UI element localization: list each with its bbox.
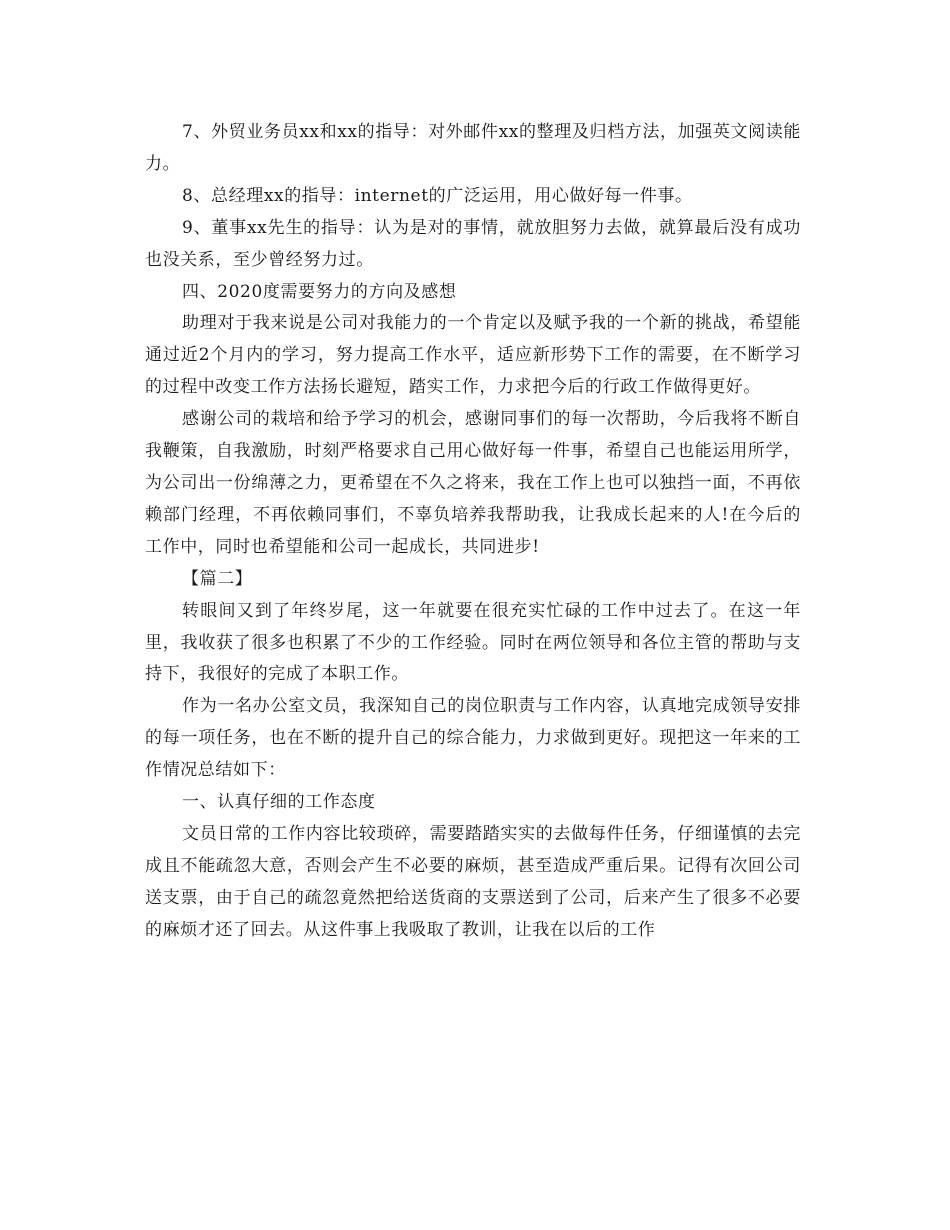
paragraph-daily-work: 文员日常的工作内容比较琐碎，需要踏踏实实的去做每件任务，仔细谨慎的去完成且不能疏忽大意，否则会产生不必要的麻烦，甚至造成严重后果。记得有次回公司送支票，由于自己的疏忽竟然把给送货商的支票送到了公司，后来产生了很多不必要的麻烦才还了回去。从这件事上我吸取了教训，让我在以后的工作 [145,823,801,940]
paragraph-item-9: 9、董事xx先生的指导：认为是对的事情，就放胆努力去做，就算最后没有成功也没关系，至少曾经努力过。 [145,217,801,270]
paragraph-assistant-role: 助理对于我来说是公司对我能力的一个肯定以及赋予我的一个新的挑战，希望能通过近2个月内的学习，努力提高工作水平，适应新形势下工作的需要，在不断学习的过程中改变工作方法扬长避短，踏实工作，力求把今后的行政工作做得更好。 [145,313,801,398]
section-heading-1: 一、认真仔细的工作态度 [182,792,376,813]
paragraph-item-7: 7、外贸业务员xx和xx的指导：对外邮件xx的整理及归档方法，加强英文阅读能力。 [145,122,801,174]
paragraph-item-8: 8、总经理xx的指导：internet的广泛运用，用心做好每一件事。 [182,185,693,206]
part-two-heading: 【篇二】 [182,568,253,589]
section-heading-4: 四、2020度需要努力的方向及感想 [182,281,457,302]
paragraph-year-end: 转眼间又到了年终岁尾，这一年就要在很充实忙碌的工作中过去了。在这一年里，我收获了很多也积累了不少的工作经验。同时在两位领导和各位主管的帮助与支持下，我很好的完成了本职工作。 [145,600,801,685]
document-body [145,117,801,947]
paragraph-thanks: 感谢公司的栽培和给予学习的机会，感谢同事们的每一次帮助，今后我将不断自我鞭策，自我激励，时刻严格要求自己用心做好每一件事，希望自己也能运用所学，为公司出一份绵薄之力，更希望在不久之将来，我在工作上也可以独挡一面，不再依赖部门经理，不再依赖同事们，不辜负培养我帮助我，让我成长起来的人!在今后的工作中，同时也希望能和公司一起成长，共同进步! [145,409,801,557]
paragraph-office-clerk: 作为一名办公室文员，我深知自己的岗位职责与工作内容，认真地完成领导安排的每一项任务，也在不断的提升自己的综合能力，力求做到更好。现把这一年来的工作情况总结如下： [145,696,801,781]
